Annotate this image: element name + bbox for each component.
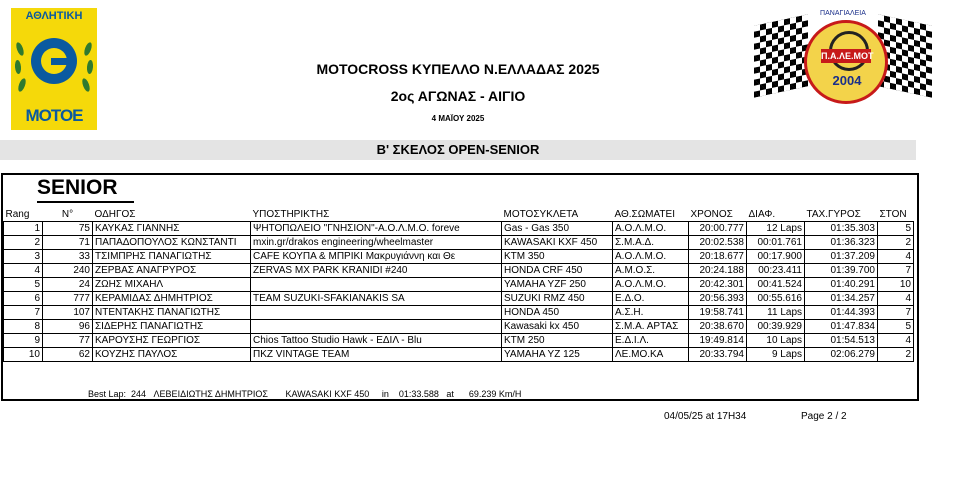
table-cell: 107 bbox=[43, 306, 93, 320]
column-header: ΔΙΑΦ. bbox=[748, 208, 776, 220]
event-date: 4 ΜΑΪΟΥ 2025 bbox=[431, 114, 485, 123]
checkered-flag-icon bbox=[754, 14, 808, 97]
table-cell: Gas - Gas 350 bbox=[502, 222, 613, 236]
table-cell: 20:38.670 bbox=[689, 320, 747, 334]
table-cell: Ε.Δ.Ι.Λ. bbox=[613, 334, 689, 348]
class-title-underline bbox=[37, 201, 134, 203]
table-cell: ΛΕ.ΜΟ.ΚΑ bbox=[613, 348, 689, 362]
table-row bbox=[4, 278, 914, 292]
table-cell: 19:58.741 bbox=[689, 306, 747, 320]
table-cell: ΖΕΡΒΑΣ ΑΝΑΓΡΥΡΟΣ bbox=[93, 264, 251, 278]
table-cell: 00:23.411 bbox=[747, 264, 805, 278]
table-cell: Α.Ο.Λ.Μ.Ο. bbox=[613, 278, 689, 292]
table-cell: 10 bbox=[4, 348, 43, 362]
table-cell: 01:39.700 bbox=[805, 264, 878, 278]
column-header: ΑΘ.ΣΩΜΑΤΕΙ bbox=[614, 208, 675, 220]
table-body bbox=[4, 222, 914, 362]
table-cell: ΚΕΡΑΜΙΔΑΣ ΔΗΜΗΤΡΙΟΣ bbox=[93, 292, 251, 306]
table-row bbox=[4, 320, 914, 334]
table-cell: Α.Σ.Η. bbox=[613, 306, 689, 320]
table-cell: ΠΑΠΑΔΟΠΟΥΛΟΣ ΚΩΝΣΤΑΝΤΙ bbox=[93, 236, 251, 250]
table-cell: 7 bbox=[878, 306, 914, 320]
table-cell bbox=[251, 278, 502, 292]
table-cell: mxin.gr/drakos engineering/wheelmaster bbox=[251, 236, 502, 250]
table-cell: 5 bbox=[878, 222, 914, 236]
laurel-leaf-icon bbox=[83, 41, 93, 56]
table-cell: KTM 350 bbox=[502, 250, 613, 264]
column-header: ΟΔΗΓΟΣ bbox=[94, 208, 136, 220]
table-cell: 00:17.900 bbox=[747, 250, 805, 264]
table-cell: 01:36.323 bbox=[805, 236, 878, 250]
table-cell: 20:24.188 bbox=[689, 264, 747, 278]
table-cell: ΨΗΤΟΠΩΛΕΙΟ "ΓΝΗΣΙΟΝ"-Α.Ο.Λ.Μ.Ο. foreve bbox=[251, 222, 502, 236]
class-title: SENIOR bbox=[37, 176, 118, 199]
table-cell: 5 bbox=[4, 278, 43, 292]
table-row bbox=[4, 348, 914, 362]
table-cell: Σ.Μ.Α.Δ. bbox=[613, 236, 689, 250]
table-cell: Ε.Δ.Ο. bbox=[613, 292, 689, 306]
table-cell: YAMAHA YZ 125 bbox=[502, 348, 613, 362]
table-cell: 12 Laps bbox=[747, 222, 805, 236]
table-cell: ΣΙΔΕΡΗΣ ΠΑΝΑΓΙΩΤΗΣ bbox=[93, 320, 251, 334]
table-cell: Chios Tattoo Studio Hawk - ΕΔΙΛ - Blu bbox=[251, 334, 502, 348]
table-cell: 2 bbox=[878, 348, 914, 362]
table-cell: ΚΑΥΚΑΣ ΓΙΑΝΝΗΣ bbox=[93, 222, 251, 236]
table-cell: 02:06.279 bbox=[805, 348, 878, 362]
table-cell: 6 bbox=[4, 292, 43, 306]
laurel-leaf-icon bbox=[15, 41, 25, 56]
table-cell: HONDA CRF 450 bbox=[502, 264, 613, 278]
table-cell: Α.Μ.Ο.Σ. bbox=[613, 264, 689, 278]
logo-bottom-text: ΜΟΤΟΕ bbox=[25, 106, 83, 125]
table-cell: ZERVAS MX PARK KRANIDI #240 bbox=[251, 264, 502, 278]
column-header: ΧΡΟΝΟΣ bbox=[690, 208, 733, 220]
results-table bbox=[3, 207, 914, 362]
page-number: Page 2 / 2 bbox=[801, 411, 847, 422]
table-cell: 240 bbox=[43, 264, 93, 278]
table-cell: 19:49.814 bbox=[689, 334, 747, 348]
column-header: N° bbox=[61, 208, 74, 220]
table-cell: HONDA 450 bbox=[502, 306, 613, 320]
table-cell: KAWASAKI KXF 450 bbox=[502, 236, 613, 250]
table-cell: 33 bbox=[43, 250, 93, 264]
table-row bbox=[4, 292, 914, 306]
table-cell: Α.Ο.Λ.Μ.Ο. bbox=[613, 222, 689, 236]
table-cell: 4 bbox=[878, 334, 914, 348]
club-ring-text: ΠΑΝΑΓΙΑΛΕΙΑ bbox=[820, 10, 866, 17]
table-cell: 777 bbox=[43, 292, 93, 306]
table-cell bbox=[251, 306, 502, 320]
table-row bbox=[4, 250, 914, 264]
table-cell: 5 bbox=[878, 320, 914, 334]
table-cell: 9 Laps bbox=[747, 348, 805, 362]
logo-top-text: ΑΘΛΗΤΙΚΗ bbox=[25, 10, 83, 22]
table-cell: 20:00.777 bbox=[689, 222, 747, 236]
table-cell: 20:33.794 bbox=[689, 348, 747, 362]
table-cell: 9 bbox=[4, 334, 43, 348]
table-cell: ΤΣΙΜΠΡΗΣ ΠΑΝΑΓΙΩΤΗΣ bbox=[93, 250, 251, 264]
table-header-row bbox=[4, 207, 914, 222]
table-cell: 4 bbox=[878, 250, 914, 264]
table-cell: 7 bbox=[4, 306, 43, 320]
column-header: ΥΠΟΣΤΗΡΙΚΤΗΣ bbox=[252, 208, 330, 220]
table-cell: 01:34.257 bbox=[805, 292, 878, 306]
print-datetime: 04/05/25 at 17H34 bbox=[664, 411, 747, 422]
table-cell: 77 bbox=[43, 334, 93, 348]
table-cell: SUZUKI RMZ 450 bbox=[502, 292, 613, 306]
table-cell: ΚΟΥΖΗΣ ΠΑΥΛΟΣ bbox=[93, 348, 251, 362]
table-cell: Α.Ο.Λ.Μ.Ο. bbox=[613, 250, 689, 264]
table-cell: 00:39.929 bbox=[747, 320, 805, 334]
table-cell: 20:02.538 bbox=[689, 236, 747, 250]
column-header: ΣΤΟΝ bbox=[879, 208, 907, 220]
table-cell: 10 Laps bbox=[747, 334, 805, 348]
table-row bbox=[4, 334, 914, 348]
table-cell: 00:41.524 bbox=[747, 278, 805, 292]
table-cell: ΖΩΗΣ ΜΙΧΑΗΛ bbox=[93, 278, 251, 292]
table-cell: ΝΤΕΝΤΑΚΗΣ ΠΑΝΑΓΙΩΤΗΣ bbox=[93, 306, 251, 320]
table-cell: ΚΑΡΟΥΣΗΣ ΓΕΩΡΓΙΟΣ bbox=[93, 334, 251, 348]
table-cell bbox=[251, 320, 502, 334]
table-cell: Σ.Μ.Α. ΑΡΤΑΣ bbox=[613, 320, 689, 334]
table-cell: 00:01.761 bbox=[747, 236, 805, 250]
best-lap-line: Best Lap: 244 ΛΕΒΕΙΔΙΩΤΗΣ ΔΗΜΗΤΡΙΟΣ KAWASAKI KXF 450 in 01:33.588 at 69.239 Km/H bbox=[88, 389, 522, 399]
table-cell: 71 bbox=[43, 236, 93, 250]
table-cell: 62 bbox=[43, 348, 93, 362]
table-cell: CAFE ΚΟΥΠΑ & ΜΠΡΙΚΙ Μακρυγιάννη και Θε bbox=[251, 250, 502, 264]
section-header bbox=[0, 140, 916, 160]
column-header: Rang bbox=[5, 208, 30, 220]
table-cell: ΠΚΖ VINTAGE TEAM bbox=[251, 348, 502, 362]
table-cell: YAMAHA YZF 250 bbox=[502, 278, 613, 292]
column-header: ΜΟΤΟΣΥΚΛΕΤΑ bbox=[503, 208, 579, 220]
table-cell: KTM 250 bbox=[502, 334, 613, 348]
table-cell: Kawasaki kx 450 bbox=[502, 320, 613, 334]
section-title: Β' ΣΚΕΛΟΣ OPEN-SENIOR bbox=[376, 142, 540, 157]
table-cell: 4 bbox=[4, 264, 43, 278]
table-cell: TEAM SUZUKI-SFAKIANAKIS SA bbox=[251, 292, 502, 306]
table-cell: 01:37.209 bbox=[805, 250, 878, 264]
table-cell: 01:47.834 bbox=[805, 320, 878, 334]
table-cell: 8 bbox=[4, 320, 43, 334]
table-row bbox=[4, 236, 914, 250]
table-cell: 2 bbox=[878, 236, 914, 250]
club-year: 2004 bbox=[832, 73, 862, 88]
table-cell: 01:54.513 bbox=[805, 334, 878, 348]
table-row bbox=[4, 222, 914, 236]
table-cell: 4 bbox=[878, 292, 914, 306]
table-row bbox=[4, 264, 914, 278]
table-cell: 24 bbox=[43, 278, 93, 292]
column-header: ΤΑΧ.ΓΥΡΟΣ bbox=[806, 208, 861, 220]
club-name: Π.Α.ΛΕ.ΜΟΤ bbox=[821, 51, 874, 61]
table-cell: 7 bbox=[878, 264, 914, 278]
table-cell: 10 bbox=[878, 278, 914, 292]
table-cell: 75 bbox=[43, 222, 93, 236]
table-cell: 20:18.677 bbox=[689, 250, 747, 264]
table-cell: 01:40.291 bbox=[805, 278, 878, 292]
table-cell: 01:35.303 bbox=[805, 222, 878, 236]
table-cell: 2 bbox=[4, 236, 43, 250]
table-cell: 1 bbox=[4, 222, 43, 236]
table-row bbox=[4, 306, 914, 320]
table-cell: 20:42.301 bbox=[689, 278, 747, 292]
table-cell: 3 bbox=[4, 250, 43, 264]
event-subtitle: 2ος ΑΓΩΝΑΣ - ΑΙΓΙΟ bbox=[390, 88, 526, 104]
table-cell: 00:55.616 bbox=[747, 292, 805, 306]
table-cell: 11 Laps bbox=[747, 306, 805, 320]
event-title: MOTOCROSS ΚΥΠΕΛΛΟ Ν.ΕΛΛΑΔΑΣ 2025 bbox=[316, 61, 600, 77]
table-cell: 20:56.393 bbox=[689, 292, 747, 306]
table-cell: 96 bbox=[43, 320, 93, 334]
table-cell: 01:44.393 bbox=[805, 306, 878, 320]
